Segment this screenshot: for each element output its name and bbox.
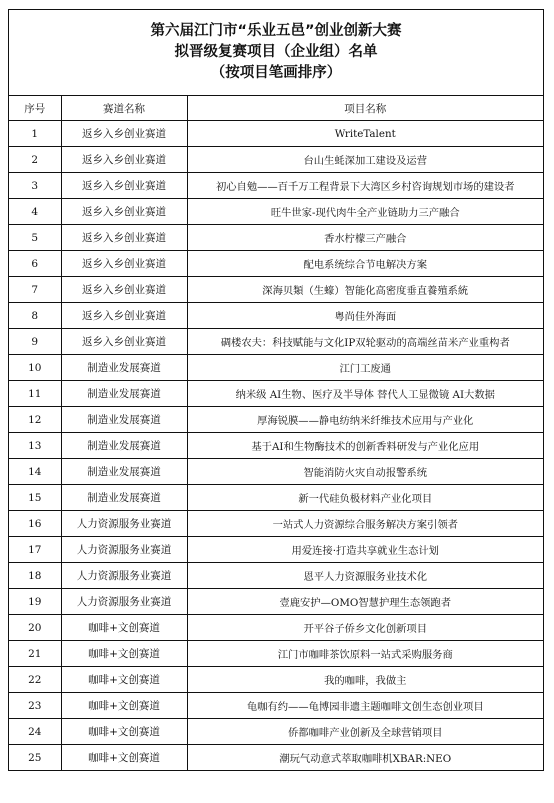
row-track: 人力资源服务业赛道	[61, 589, 187, 615]
table-row	[9, 719, 543, 745]
table-row	[9, 251, 543, 277]
table-row	[9, 407, 543, 433]
table-row	[9, 147, 543, 173]
table-header-row	[9, 96, 543, 121]
table-row	[9, 667, 543, 693]
row-project: WriteTalent	[187, 121, 543, 147]
row-index: 23	[9, 693, 61, 719]
row-project: 台山生蚝深加工建设及运营	[187, 147, 543, 173]
row-index: 9	[9, 329, 61, 355]
row-project: 江门工废通	[187, 355, 543, 381]
row-index: 20	[9, 615, 61, 641]
row-track: 返乡入乡创业赛道	[61, 199, 187, 225]
row-project: 智能消防火灾自动报警系统	[187, 459, 543, 485]
row-project: 侨都咖啡产业创新及全球营销项目	[187, 719, 543, 745]
row-track: 制造业发展赛道	[61, 381, 187, 407]
row-project: 香水柠檬三产融合	[187, 225, 543, 251]
row-track: 制造业发展赛道	[61, 433, 187, 459]
table-row	[9, 225, 543, 251]
row-index: 10	[9, 355, 61, 381]
row-project: 配电系统综合节电解决方案	[187, 251, 543, 277]
row-project: 新一代硅负极材料产业化项目	[187, 485, 543, 511]
row-index: 22	[9, 667, 61, 693]
header-project: 项目名称	[187, 96, 543, 121]
row-index: 5	[9, 225, 61, 251]
table-row	[9, 511, 543, 537]
table-row	[9, 563, 543, 589]
row-index: 14	[9, 459, 61, 485]
row-index: 8	[9, 303, 61, 329]
title-line-1: 第六届江门市“乐业五邑”创业创新大赛	[150, 23, 402, 39]
table-row	[9, 615, 543, 641]
row-project: 开平谷子侨乡文化创新项目	[187, 615, 543, 641]
row-project: 用爱连接·打造共享就业生态计划	[187, 537, 543, 563]
row-project: 粤尚佳外海面	[187, 303, 543, 329]
header-index: 序号	[9, 96, 61, 121]
row-project: 我的咖啡，我做主	[187, 667, 543, 693]
row-project: 纳米级 AI生物、医疗及半导体 替代人工显微镜 AI大数据	[187, 381, 543, 407]
row-index: 21	[9, 641, 61, 667]
row-track: 返乡入乡创业赛道	[61, 147, 187, 173]
row-project: 恩平人力资源服务业技术化	[187, 563, 543, 589]
header-track: 赛道名称	[61, 96, 187, 121]
row-index: 25	[9, 745, 61, 771]
results-sheet	[8, 9, 544, 771]
table-row	[9, 485, 543, 511]
row-track: 返乡入乡创业赛道	[61, 225, 187, 251]
row-track: 咖啡+文创赛道	[61, 641, 187, 667]
row-index: 6	[9, 251, 61, 277]
row-index: 13	[9, 433, 61, 459]
table-row	[9, 459, 543, 485]
row-track: 人力资源服务业赛道	[61, 563, 187, 589]
row-index: 11	[9, 381, 61, 407]
row-index: 18	[9, 563, 61, 589]
row-project: 壹鹿安护—OMO智慧护理生态领跑者	[187, 589, 543, 615]
table-row	[9, 381, 543, 407]
row-track: 咖啡+文创赛道	[61, 693, 187, 719]
row-project: 初心自勉——百千万工程背景下大湾区乡村咨询规划市场的建设者	[187, 173, 543, 199]
row-track: 返乡入乡创业赛道	[61, 277, 187, 303]
row-index: 7	[9, 277, 61, 303]
row-project: 深海贝類（生蠔）智能化高密度垂直養殖系統	[187, 277, 543, 303]
document-title	[9, 10, 543, 96]
table-row	[9, 277, 543, 303]
row-track: 咖啡+文创赛道	[61, 667, 187, 693]
title-line-3: （按项目笔画排序）	[210, 65, 342, 81]
row-track: 人力资源服务业赛道	[61, 511, 187, 537]
row-project: 旺牛世家-现代肉牛全产业链助力三产融合	[187, 199, 543, 225]
row-track: 咖啡+文创赛道	[61, 719, 187, 745]
row-index: 2	[9, 147, 61, 173]
row-project: 潮玩气动意式萃取咖啡机XBAR:NEO	[187, 745, 543, 771]
row-project: 龟咖有约——龟博园非遗主题咖啡文创生态创业项目	[187, 693, 543, 719]
table-row	[9, 433, 543, 459]
row-track: 返乡入乡创业赛道	[61, 251, 187, 277]
row-project: 江门市咖啡茶饮原料一站式采购服务商	[187, 641, 543, 667]
table-row	[9, 173, 543, 199]
row-project: 一站式人力资源综合服务解决方案引领者	[187, 511, 543, 537]
row-track: 咖啡+文创赛道	[61, 745, 187, 771]
table-row	[9, 303, 543, 329]
row-track: 制造业发展赛道	[61, 459, 187, 485]
row-track: 制造业发展赛道	[61, 485, 187, 511]
row-project: 碉楼农夫：科技赋能与文化IP双轮驱动的高端丝苗米产业重构者	[187, 329, 543, 355]
project-table	[9, 96, 543, 770]
table-row	[9, 693, 543, 719]
table-row	[9, 589, 543, 615]
row-track: 返乡入乡创业赛道	[61, 121, 187, 147]
row-project: 厚海锐膜——静电纺纳米纤维技术应用与产业化	[187, 407, 543, 433]
row-track: 咖啡+文创赛道	[61, 615, 187, 641]
row-index: 24	[9, 719, 61, 745]
row-index: 4	[9, 199, 61, 225]
row-index: 12	[9, 407, 61, 433]
table-row	[9, 537, 543, 563]
row-track: 人力资源服务业赛道	[61, 537, 187, 563]
title-line-2: 拟晋级复赛项目（企业组）名单	[174, 44, 378, 60]
row-track: 返乡入乡创业赛道	[61, 173, 187, 199]
row-track: 制造业发展赛道	[61, 355, 187, 381]
row-index: 16	[9, 511, 61, 537]
table-row	[9, 329, 543, 355]
table-row	[9, 355, 543, 381]
table-row	[9, 121, 543, 147]
row-index: 1	[9, 121, 61, 147]
table-row	[9, 641, 543, 667]
row-index: 3	[9, 173, 61, 199]
row-track: 返乡入乡创业赛道	[61, 329, 187, 355]
row-project: 基于AI和生物酶技术的创新香料研发与产业化应用	[187, 433, 543, 459]
row-track: 返乡入乡创业赛道	[61, 303, 187, 329]
table-row	[9, 745, 543, 771]
row-index: 15	[9, 485, 61, 511]
row-index: 19	[9, 589, 61, 615]
table-row	[9, 199, 543, 225]
row-index: 17	[9, 537, 61, 563]
row-track: 制造业发展赛道	[61, 407, 187, 433]
